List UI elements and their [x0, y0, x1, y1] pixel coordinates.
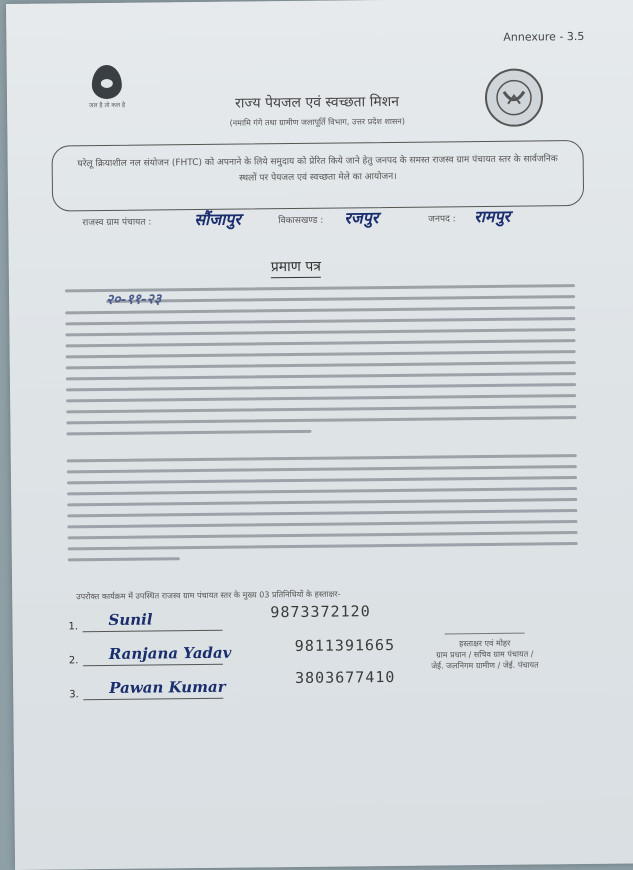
mission-title: राज्य पेयजल एवं स्वच्छता मिशन [235, 93, 400, 112]
mission-subtitle: (नमामि गंगे तथा ग्रामीण जलापूर्ति विभाग, उत्तर प्रदेश शासन) [229, 116, 405, 128]
phone-2: 9811391665 [294, 635, 396, 656]
phone-3: 3803677410 [294, 667, 396, 688]
block-value: रजपुर [344, 208, 379, 228]
document-page [6, 0, 633, 870]
water-drop-icon [92, 65, 122, 99]
subject-box [51, 140, 584, 212]
logo-tagline: जल है तो कल है [88, 101, 126, 110]
signature-2: Ranjana Yadav [108, 643, 232, 663]
annexure-label: Annexure - 3.5 [503, 29, 585, 44]
signatories-intro: उपरोक्त कार्यक्रम में उपस्थित राजस्व ग्राम पंचायत स्तर के मुख्य 03 प्रतिनिधियों के हस्ताक्षर- [76, 589, 341, 602]
official-signature-block [415, 632, 555, 671]
village-label: राजस्व ग्राम पंचायत : [82, 217, 152, 229]
certificate-title: प्रमाण पत्र [271, 257, 321, 279]
official-signature-text: हस्ताक्षर एवं मोहर ग्राम प्रधान / सचिव ग्राम पंचायत / जेई. जलनिगम ग्रामीण / जेई. पंचायत [431, 638, 539, 671]
subject-text: घरेलू क्रियाशील नल संयोजन (FHTC) को अपनाने के लिये समुदाय को प्रेरित किये जाने हेतु जनपद के समस्त राजस्व ग्राम पंचायत स्तर के सार्वजनिक स्थलों पर पेयजल एवं स्वच्छता मेले का आयोजन। [77, 154, 558, 184]
handwritten-date: २०-११-२३ [105, 291, 162, 308]
up-govt-emblem-icon [485, 68, 544, 127]
block-label: विकासखण्ड : [278, 215, 324, 227]
body-paragraph-2 [67, 454, 578, 569]
signatory-row: 1. Sunil [68, 607, 268, 633]
jal-jeevan-logo [81, 65, 133, 110]
signatory-row: 3. Pawan Kumar [69, 677, 226, 701]
phone-1: 9873372120 [270, 602, 371, 622]
district-label: जनपद : [428, 214, 456, 225]
body-paragraph-1 [65, 284, 577, 443]
signature-1: Sunil [108, 610, 153, 629]
district-value: रामपुर [474, 206, 511, 227]
signatory-row: 2. Ranjana Yadav [68, 643, 232, 667]
village-value: सौंजापुर [194, 209, 241, 230]
signature-3: Pawan Kumar [109, 677, 226, 697]
